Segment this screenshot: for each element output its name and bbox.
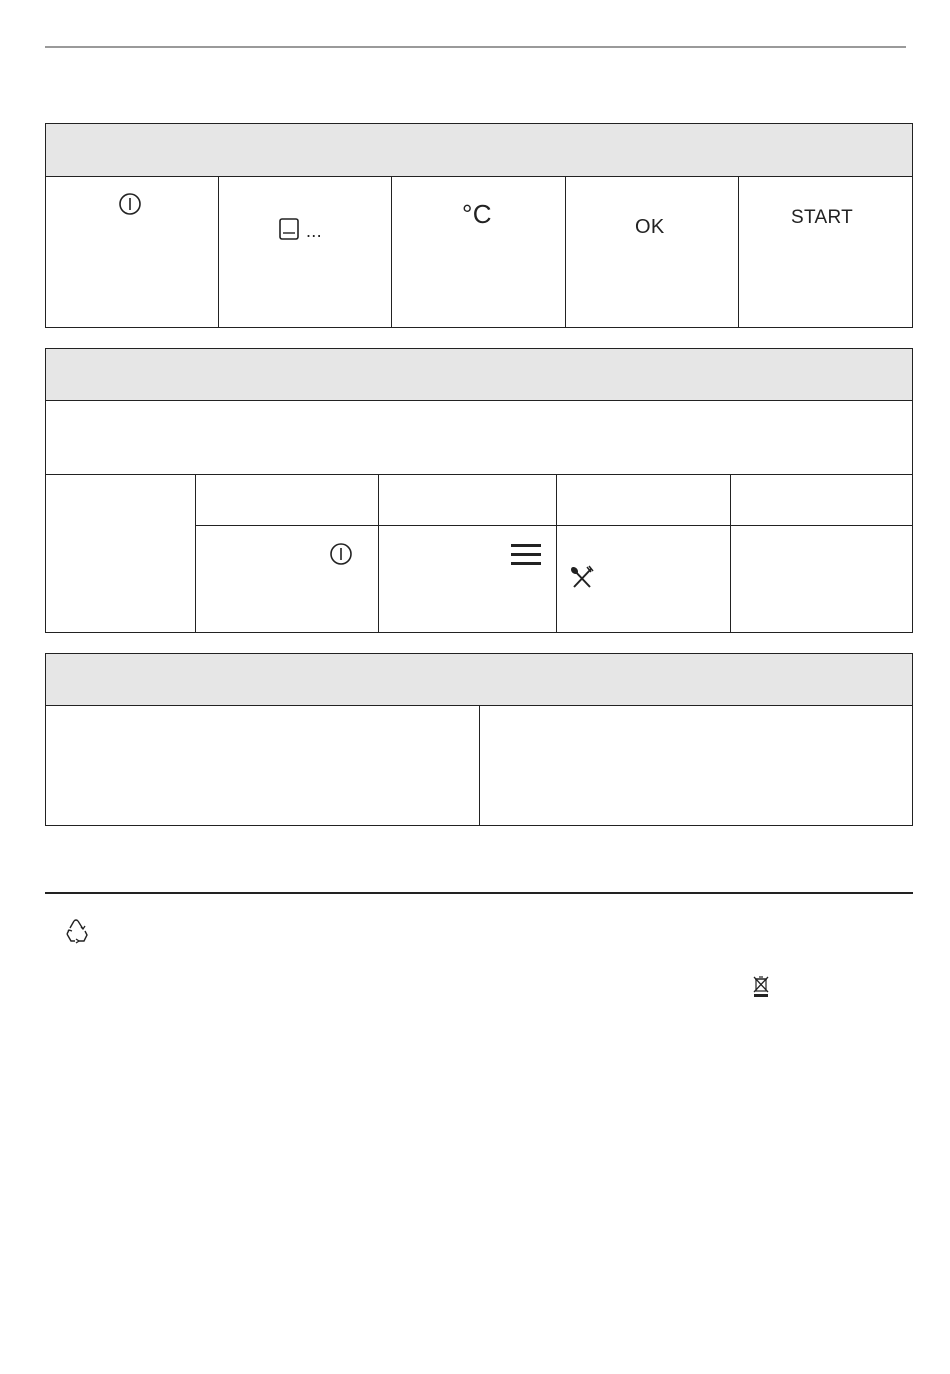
start-label: START xyxy=(791,207,854,228)
section-divider xyxy=(45,892,913,894)
table1-cell-power xyxy=(45,176,219,328)
menu-icon xyxy=(511,542,541,568)
table2-row-label xyxy=(45,474,196,633)
table1-cell-start xyxy=(738,176,913,328)
oven-function-icon xyxy=(278,217,300,241)
table2-col-head-2 xyxy=(378,474,557,526)
recycle-icon xyxy=(63,917,91,945)
table2-cell-cutlery xyxy=(556,525,731,633)
table2-cell-empty xyxy=(730,525,913,633)
function-ellipsis: ... xyxy=(306,221,322,241)
cutlery-icon xyxy=(569,565,595,591)
top-divider xyxy=(45,46,906,48)
table2-cell-menu xyxy=(378,525,557,633)
table2-col-head-3 xyxy=(556,474,731,526)
power-icon xyxy=(329,542,353,566)
table3-cell-right xyxy=(479,705,913,826)
ok-label: OK xyxy=(635,216,665,238)
table2-col-head-4 xyxy=(730,474,913,526)
power-icon xyxy=(118,192,142,216)
crossed-bin-icon xyxy=(752,975,770,999)
table2-description-row xyxy=(45,400,913,475)
table2-header xyxy=(45,348,913,401)
table1-cell-ok xyxy=(565,176,739,328)
table1-header xyxy=(45,123,913,177)
table1-cell-temperature xyxy=(391,176,566,328)
table2-cell-power xyxy=(195,525,379,633)
temperature-celsius-icon: °C xyxy=(462,199,492,229)
table3-cell-left xyxy=(45,705,480,826)
table2-col-head-1 xyxy=(195,474,379,526)
table1-cell-function xyxy=(218,176,392,328)
table3-header xyxy=(45,653,913,706)
